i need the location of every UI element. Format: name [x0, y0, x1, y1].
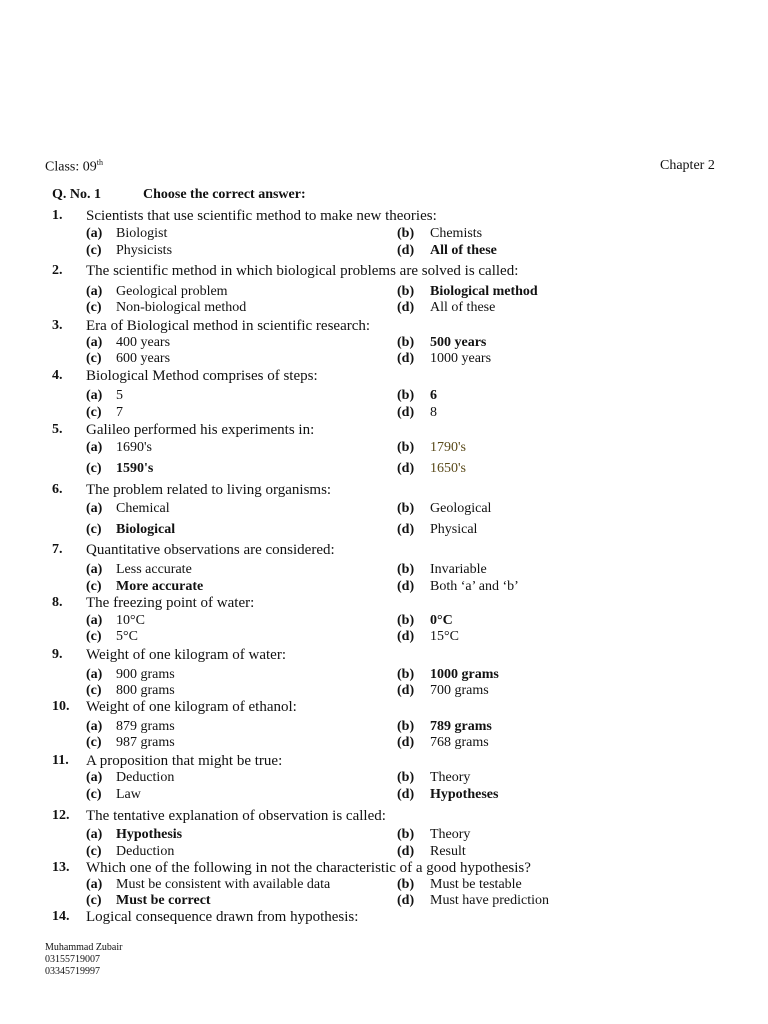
option-c: More accurate	[116, 579, 204, 594]
option-label-a: (a)	[86, 388, 103, 403]
option-c: Law	[116, 787, 141, 802]
option-label-d: (d)	[397, 405, 415, 420]
option-label-d: (d)	[397, 300, 415, 315]
option-d: 700 grams	[430, 683, 489, 698]
option-b: Geological	[430, 501, 492, 516]
option-label-b: (b)	[397, 827, 415, 842]
question-number: 3.	[52, 318, 63, 333]
option-d: Must have prediction	[430, 893, 549, 908]
question-number: 12.	[52, 808, 70, 823]
question-number: 11.	[52, 753, 69, 768]
option-a: Must be consistent with available data	[116, 877, 331, 892]
option-c: Must be correct	[116, 893, 211, 908]
option-c: 600 years	[116, 351, 171, 366]
option-label-c: (c)	[86, 735, 102, 750]
option-label-c: (c)	[86, 522, 102, 537]
option-a: 5	[116, 388, 123, 403]
option-c: 800 grams	[116, 683, 175, 698]
option-label-c: (c)	[86, 243, 102, 258]
question-text: Scientists that use scientific method to make new theories:	[86, 208, 437, 224]
option-label-b: (b)	[397, 501, 415, 516]
option-d: All of these	[430, 243, 497, 258]
option-label-b: (b)	[397, 613, 415, 628]
instruction-heading: Choose the correct answer:	[143, 187, 306, 202]
option-a: Chemical	[116, 501, 170, 516]
option-d: 8	[430, 405, 437, 420]
option-label-c: (c)	[86, 579, 102, 594]
option-label-c: (c)	[86, 787, 102, 802]
option-label-b: (b)	[397, 877, 415, 892]
option-d: 1000 years	[430, 351, 492, 366]
option-label-d: (d)	[397, 735, 415, 750]
option-b: Must be testable	[430, 877, 522, 892]
option-label-d: (d)	[397, 683, 415, 698]
option-b: 0°C	[430, 613, 453, 628]
option-c: 7	[116, 405, 123, 420]
option-label-a: (a)	[86, 877, 103, 892]
question-text: The tentative explanation of observation is called:	[86, 808, 386, 824]
option-label-a: (a)	[86, 613, 103, 628]
option-label-d: (d)	[397, 787, 415, 802]
class-label: Class: 09	[45, 159, 97, 175]
option-label-a: (a)	[86, 719, 103, 734]
option-label-a: (a)	[86, 226, 103, 241]
option-label-b: (b)	[397, 388, 415, 403]
option-label-d: (d)	[397, 579, 415, 594]
question-text: Quantitative observations are considered:	[86, 542, 335, 558]
option-b: Biological method	[430, 284, 538, 299]
option-label-b: (b)	[397, 226, 415, 241]
question-text: Weight of one kilogram of water:	[86, 647, 286, 663]
option-label-a: (a)	[86, 827, 103, 842]
option-d: 768 grams	[430, 735, 489, 750]
question-number: 6.	[52, 482, 63, 497]
footer-phone-1: 03155719007	[45, 954, 100, 965]
option-b: 1790's	[430, 440, 466, 455]
question-number: 10.	[52, 699, 70, 714]
question-number: 1.	[52, 208, 63, 223]
option-label-d: (d)	[397, 629, 415, 644]
option-label-a: (a)	[86, 770, 103, 785]
question-text: Era of Biological method in scientific research:	[86, 318, 371, 334]
option-a: 1690's	[116, 440, 152, 455]
footer-name: Muhammad Zubair	[45, 942, 123, 953]
question-number-heading: Q. No. 1	[52, 187, 101, 202]
option-d: Result	[430, 844, 466, 859]
option-label-b: (b)	[397, 562, 415, 577]
option-label-d: (d)	[397, 461, 415, 476]
footer-phone-2: 03345719997	[45, 966, 100, 977]
option-d: Both ‘a’ and ‘b’	[430, 579, 519, 594]
question-number: 14.	[52, 909, 70, 924]
question-number: 7.	[52, 542, 63, 557]
option-a: Geological problem	[116, 284, 228, 299]
option-label-c: (c)	[86, 683, 102, 698]
option-label-b: (b)	[397, 719, 415, 734]
option-b: Theory	[430, 770, 471, 785]
option-a: 900 grams	[116, 667, 175, 682]
option-label-a: (a)	[86, 562, 103, 577]
option-label-b: (b)	[397, 770, 415, 785]
question-text: Biological Method comprises of steps:	[86, 368, 318, 384]
option-label-c: (c)	[86, 461, 102, 476]
option-a: 879 grams	[116, 719, 175, 734]
question-text: The freezing point of water:	[86, 595, 255, 611]
option-b: 1000 grams	[430, 667, 499, 682]
question-text: Which one of the following in not the characteristic of a good hypothesis?	[86, 860, 531, 876]
option-b: 500 years	[430, 335, 487, 350]
option-d: 1650's	[430, 461, 466, 476]
question-number: 5.	[52, 422, 63, 437]
option-c: 987 grams	[116, 735, 175, 750]
option-label-c: (c)	[86, 893, 102, 908]
option-label-a: (a)	[86, 667, 103, 682]
question-number: 9.	[52, 647, 63, 662]
option-a: 400 years	[116, 335, 171, 350]
option-c: Biological	[116, 522, 176, 537]
question-text: A proposition that might be true:	[86, 753, 283, 769]
question-number: 4.	[52, 368, 63, 383]
option-b: 789 grams	[430, 719, 492, 734]
option-d: 15°C	[430, 629, 459, 644]
option-d: All of these	[430, 300, 496, 315]
option-label-c: (c)	[86, 300, 102, 315]
option-d: Hypotheses	[430, 787, 499, 802]
option-c: Non-biological method	[116, 300, 247, 315]
class-superscript: th	[96, 158, 103, 167]
option-b: Invariable	[430, 562, 487, 577]
option-label-a: (a)	[86, 335, 103, 350]
option-c: Deduction	[116, 844, 175, 859]
option-a: 10°C	[116, 613, 145, 628]
option-b: Chemists	[430, 226, 483, 241]
option-b: 6	[430, 388, 437, 403]
option-label-d: (d)	[397, 243, 415, 258]
option-label-a: (a)	[86, 284, 103, 299]
option-label-d: (d)	[397, 893, 415, 908]
option-a: Biologist	[116, 226, 168, 241]
question-text: Galileo performed his experiments in:	[86, 422, 315, 438]
question-text: The problem related to living organisms:	[86, 482, 332, 498]
option-label-a: (a)	[86, 440, 103, 455]
option-label-d: (d)	[397, 844, 415, 859]
chapter-label: Chapter 2	[660, 158, 715, 173]
option-c: Physicists	[116, 243, 173, 258]
option-c: 1590's	[116, 461, 154, 476]
option-label-c: (c)	[86, 351, 102, 366]
question-number: 13.	[52, 860, 70, 875]
option-label-a: (a)	[86, 501, 103, 516]
option-d: Physical	[430, 522, 478, 537]
option-label-b: (b)	[397, 667, 415, 682]
question-number: 8.	[52, 595, 63, 610]
option-c: 5°C	[116, 629, 138, 644]
question-text: Logical consequence drawn from hypothesis:	[86, 909, 359, 925]
option-a: Hypothesis	[116, 827, 183, 842]
class-line	[45, 158, 103, 176]
option-label-c: (c)	[86, 405, 102, 420]
option-label-c: (c)	[86, 844, 102, 859]
option-b: Theory	[430, 827, 471, 842]
question-text: Weight of one kilogram of ethanol:	[86, 699, 297, 715]
option-label-b: (b)	[397, 440, 415, 455]
option-label-d: (d)	[397, 522, 415, 537]
option-label-c: (c)	[86, 629, 102, 644]
question-text: The scientific method in which biological problems are solved is called:	[86, 263, 519, 279]
option-a: Less accurate	[116, 562, 192, 577]
option-a: Deduction	[116, 770, 175, 785]
option-label-d: (d)	[397, 351, 415, 366]
option-label-b: (b)	[397, 284, 415, 299]
option-label-b: (b)	[397, 335, 415, 350]
question-number: 2.	[52, 263, 63, 278]
